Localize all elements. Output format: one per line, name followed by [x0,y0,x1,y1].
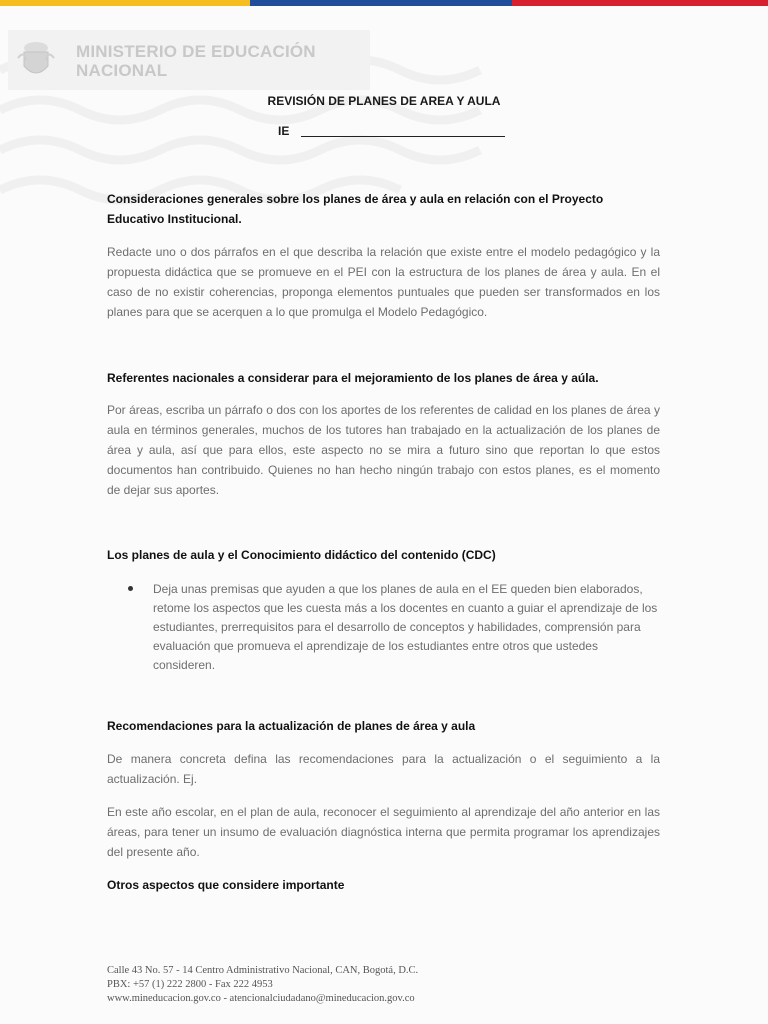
ministry-line-2: NACIONAL [76,61,168,80]
section-heading-2: Referentes nacionales a considerar para el mejoramiento de los planes de área y aúla. [107,371,599,385]
section-heading-1: Consideraciones generales sobre los planes de área y aula en relación con el Proyecto Educativo Institucional. [107,192,604,226]
coat-of-arms-icon [16,38,56,82]
footer-phone: PBX: +57 (1) 222 2800 - Fax 222 4953 [107,979,273,990]
ie-label: IE [278,124,290,138]
bullet-icon [128,586,133,591]
section-body-2: Por áreas, escriba un párrafo o dos con los aportes de los referentes de calidad en los planes de área y aula en términos generales, muchos de los tutores han trabajado en la actualización de los planes de área y aula, así que para ellos, este aspecto no se mira a futuro sino que reportan lo que estos documentos han contribuido. Quienes no han hecho ningún trabajo con estos planes, es el momento de dejar sus aportes. [107,403,660,497]
section-body-4: De manera concreta defina las recomendaciones para la actualización o el seguimiento a la actualización. Ej. [107,752,660,786]
ie-field [278,124,505,138]
ie-blank-line [301,136,505,137]
ministry-name [76,42,316,80]
section-body-4b: En este año escolar, en el plan de aula, reconocer el seguimiento al aprendizaje del año anterior en las áreas, para tener un insumo de evaluación diagnóstica interna que permita programar los aprendizajes del presente año. [107,805,660,859]
footer-web: www.mineducacion.gov.co - atencionalciudadano@mineducacion.gov.co [107,993,415,1004]
section-body-1: Redacte uno o dos párrafos en el que describa la relación que existe entre el modelo pedagógico y la propuesta didáctica que se promueve en el PEI con la estructura de los planes de área y aula. En el caso de no existir coherencias, proponga elementos puntuales que pueden ser transformados en los planes para que se acerquen a lo que promulga el Modelo Pedagógico. [107,245,660,319]
document-title: REVISIÓN DE PLANES DE AREA Y AULA [267,94,501,108]
section-heading-4: Recomendaciones para la actualización de planes de área y aula [107,719,476,733]
ministry-line-1: MINISTERIO DE EDUCACIÓN [76,42,316,61]
bullet-text: Deja unas premisas que ayuden a que los planes de aula en el EE queden bien elaborados, retome los aspectos que les cuesta más a los docentes en cuanto a guiar el aprendizaje de los estudiantes, prerrequisitos para el desarrollo de conceptos y habilidades, comprensión para evaluación que promueva el aprendizaje de los estudiantes entre otros que ustedes consideren. [153,582,658,672]
list-item [128,580,660,675]
footer-address: Calle 43 No. 57 - 14 Centro Administrativo Nacional, CAN, Bogotá, D.C. [107,965,419,976]
section-heading-5: Otros aspectos que considere importante [107,878,345,892]
footer [107,964,418,1006]
section-heading-3: Los planes de aula y el Conocimiento didáctico del contenido (CDC) [107,548,496,562]
